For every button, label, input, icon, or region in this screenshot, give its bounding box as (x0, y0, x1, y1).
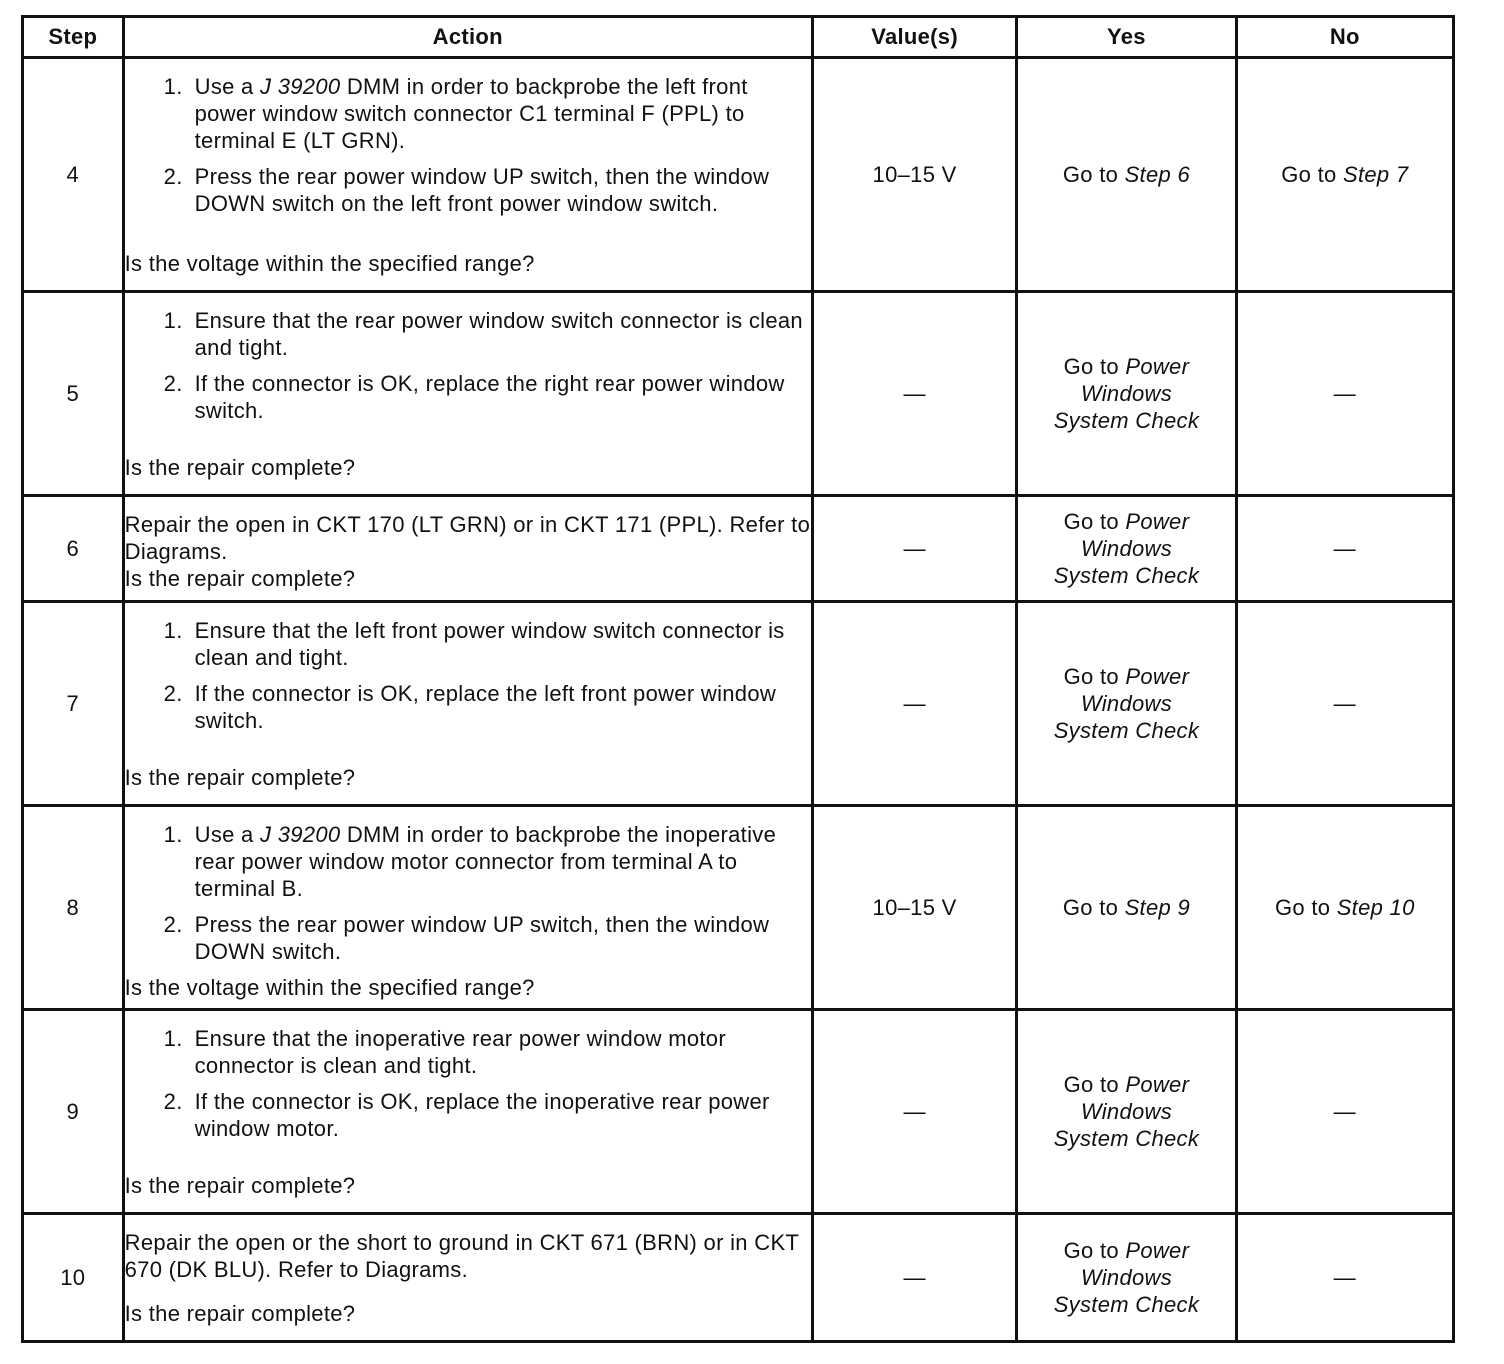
action-cell (123, 1010, 812, 1214)
action-steps-list (125, 617, 811, 734)
yes-cell (1017, 292, 1236, 496)
header-row (23, 17, 1454, 58)
action-step-text (195, 73, 811, 154)
value-cell: 10–15 V (812, 58, 1016, 292)
yes-goto-prefix: Go to (1062, 895, 1125, 920)
tool-reference: J 39200 (260, 73, 341, 99)
no-dash: — (1333, 1099, 1356, 1124)
action-steps-list (125, 821, 811, 965)
no-cell (1236, 1214, 1453, 1342)
step-number: 5 (23, 292, 124, 496)
yes-cell (1017, 602, 1236, 806)
yes-goto-prefix: Go to (1063, 1238, 1126, 1263)
table-row (23, 602, 1454, 806)
action-step (125, 911, 811, 965)
action-step (125, 73, 811, 154)
action-steps-list (125, 307, 811, 424)
action-step-text (195, 1088, 811, 1142)
no-goto-target: Step 7 (1342, 162, 1409, 187)
action-text: Ensure that the inoperative rear power window motor connector is clean and tight. (194, 1025, 726, 1078)
no-dash: — (1333, 381, 1356, 406)
yes-cell (1017, 806, 1236, 1010)
step-number: 7 (23, 602, 124, 806)
action-text: Use a (194, 821, 261, 847)
action-question: Is the voltage within the specified range? (124, 974, 535, 1000)
action-cell (123, 602, 812, 806)
table-row (23, 58, 1454, 292)
action-cell (123, 806, 812, 1010)
yes-goto-prefix: Go to (1062, 162, 1125, 187)
action-step (125, 617, 811, 671)
action-text: Press the rear power window UP switch, then the window DOWN switch on the left front power window switch. (194, 163, 770, 216)
action-steps-list (125, 73, 811, 217)
action-text-continued: DMM in order to backprobe the inoperative rear power window motor connector from terminal A to terminal B. (194, 821, 777, 901)
action-text-continued: DMM in order to backprobe the left front power window switch connector C1 terminal F (PPL) to terminal E (LT GRN). (194, 73, 748, 153)
action-step (125, 1088, 811, 1142)
yes-goto-target: Step 6 (1124, 162, 1190, 187)
action-text: Ensure that the rear power window switch connector is clean and tight. (194, 307, 803, 360)
action-step-text (195, 680, 811, 734)
action-step-text (195, 1025, 811, 1079)
action-step (125, 163, 811, 217)
action-text: If the connector is OK, replace the right rear power window switch. (194, 370, 785, 423)
action-step-number: 1. (163, 307, 183, 333)
no-dash: — (1333, 691, 1356, 716)
action-step-text (195, 617, 811, 671)
value-cell: — (812, 496, 1016, 602)
header-step: Step (23, 17, 124, 58)
header-action: Action (123, 17, 812, 58)
yes-cell (1017, 1010, 1236, 1214)
diagnostic-table (21, 15, 1455, 1343)
action-text: Press the rear power window UP switch, then the window DOWN switch. (194, 911, 770, 964)
no-cell (1236, 496, 1453, 602)
action-step (125, 307, 811, 361)
yes-cell (1017, 1214, 1236, 1342)
action-cell (123, 292, 812, 496)
value-cell: — (812, 292, 1016, 496)
step-number: 4 (23, 58, 124, 292)
header-value: Value(s) (812, 17, 1016, 58)
action-step (125, 1025, 811, 1079)
action-step-number: 1. (163, 821, 183, 847)
action-step-number: 2. (163, 163, 183, 189)
action-question: Is the repair complete? (124, 1300, 356, 1326)
table-row (23, 496, 1454, 602)
yes-cell (1017, 58, 1236, 292)
step-number: 6 (23, 496, 124, 602)
action-step-text (195, 370, 811, 424)
table-row (23, 806, 1454, 1010)
table-row (23, 1010, 1454, 1214)
action-step-number: 1. (163, 73, 183, 99)
action-text: Ensure that the left front power window switch connector is clean and tight. (194, 617, 785, 670)
header-no: No (1236, 17, 1453, 58)
yes-goto-target: Power Windows System Check (1053, 354, 1200, 433)
action-question: Is the voltage within the specified range? (124, 250, 535, 276)
action-step-number: 1. (163, 617, 183, 643)
header-yes: Yes (1017, 17, 1236, 58)
step-number: 9 (23, 1010, 124, 1214)
action-text: Repair the open in CKT 170 (LT GRN) or in CKT 171 (PPL). Refer to Diagrams. (124, 511, 811, 564)
action-step (125, 370, 811, 424)
yes-goto-prefix: Go to (1063, 509, 1126, 534)
no-goto-target: Step 10 (1336, 895, 1415, 920)
table-row (23, 1214, 1454, 1342)
action-question: Is the repair complete? (124, 454, 356, 480)
no-cell (1236, 806, 1453, 1010)
action-step-number: 2. (163, 911, 183, 937)
action-step-number: 2. (163, 370, 183, 396)
step-number: 8 (23, 806, 124, 1010)
no-goto-prefix: Go to (1281, 162, 1343, 187)
yes-goto-prefix: Go to (1063, 1072, 1126, 1097)
action-question: Is the repair complete? (124, 565, 356, 591)
value-cell: — (812, 602, 1016, 806)
no-cell (1236, 1010, 1453, 1214)
action-step-text (195, 911, 811, 965)
yes-goto-prefix: Go to (1063, 354, 1126, 379)
tool-reference: J 39200 (260, 821, 341, 847)
value-cell: — (812, 1214, 1016, 1342)
action-step (125, 821, 811, 902)
action-text: If the connector is OK, replace the inoperative rear power window motor. (194, 1088, 770, 1141)
action-text: If the connector is OK, replace the left front power window switch. (194, 680, 777, 733)
action-text: Repair the open or the short to ground in CKT 671 (BRN) or in CKT 670 (DK BLU). Refer to Diagrams. (124, 1229, 799, 1282)
action-step-text (195, 307, 811, 361)
no-cell (1236, 602, 1453, 806)
yes-goto-target: Power Windows System Check (1053, 664, 1200, 743)
action-cell (123, 1214, 812, 1342)
action-cell (123, 496, 812, 602)
no-goto-prefix: Go to (1274, 895, 1337, 920)
action-step-number: 2. (163, 1088, 183, 1114)
action-step (125, 680, 811, 734)
action-step-text (195, 821, 811, 902)
table-row (23, 292, 1454, 496)
action-step-text (195, 163, 811, 217)
action-question: Is the repair complete? (124, 764, 356, 790)
yes-goto-target: Power Windows System Check (1053, 1238, 1200, 1317)
yes-goto-target: Step 9 (1124, 895, 1190, 920)
no-cell (1236, 292, 1453, 496)
action-question: Is the repair complete? (124, 1172, 356, 1198)
step-number: 10 (23, 1214, 124, 1342)
yes-goto-target: Power Windows System Check (1053, 1072, 1200, 1151)
no-cell (1236, 58, 1453, 292)
yes-goto-target: Power Windows System Check (1053, 509, 1200, 588)
no-dash: — (1333, 536, 1356, 561)
yes-goto-prefix: Go to (1063, 664, 1126, 689)
yes-cell (1017, 496, 1236, 602)
action-step-number: 2. (163, 680, 183, 706)
action-cell (123, 58, 812, 292)
no-dash: — (1333, 1265, 1356, 1290)
value-cell: — (812, 1010, 1016, 1214)
action-step-number: 1. (163, 1025, 183, 1051)
action-steps-list (125, 1025, 811, 1142)
value-cell: 10–15 V (812, 806, 1016, 1010)
action-text: Use a (194, 73, 261, 99)
